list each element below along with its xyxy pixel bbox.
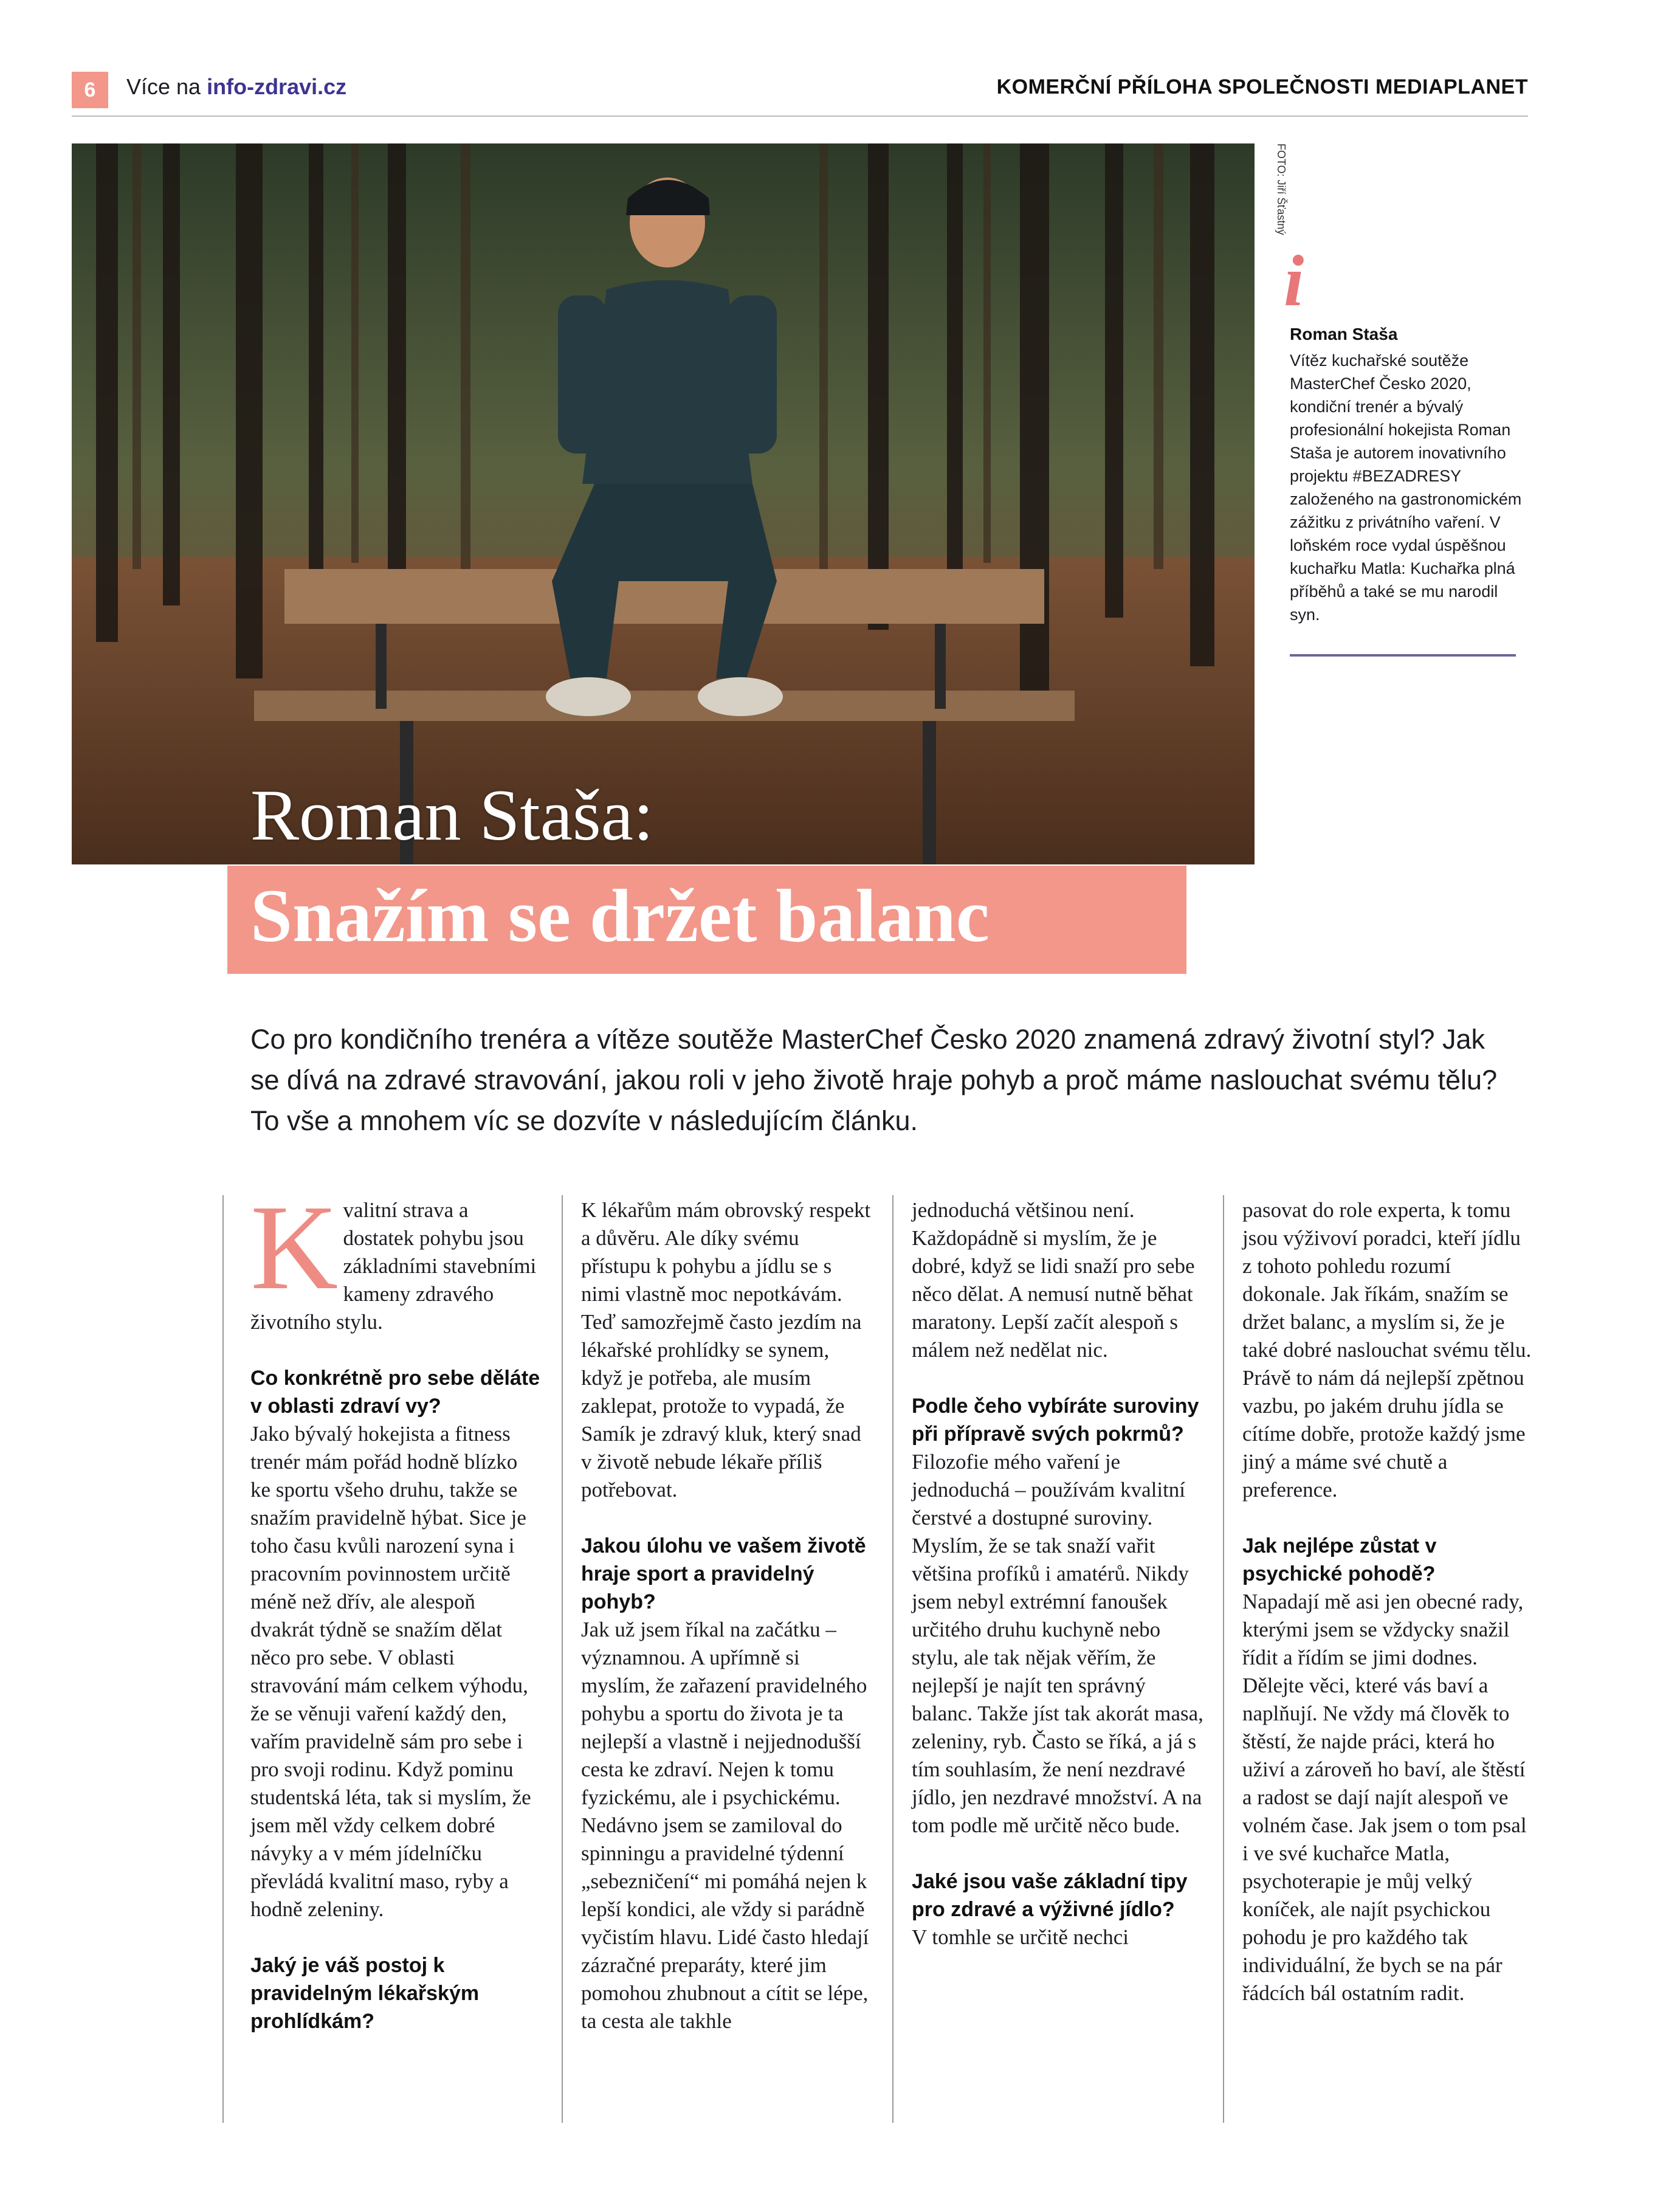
info-box-divider bbox=[1290, 654, 1516, 657]
question: Jaký je váš postoj k pravidelným lékařským prohlídkám? bbox=[250, 1954, 480, 2033]
answer: Filozofie mého vaření je jednoduchá – používám kvalitní čerstvé a dostupné suroviny. Myslím, že se tak snaží vařit většina profíků i amatérů. Nikdy jsem nebyl extrémní fanoušek určitého druhu kuchyně nebo stylu, ale tak nějak věřím, že nejlepší je najít ten správný balanc. Takže jíst tak akorát masa, zeleniny, ryb. Často se říká, a já s tím souhlasím, že není nezdravé jídlo, jen nezdravé množství. A na tom podle mě určitě něco bude. bbox=[912, 1450, 1203, 1837]
intro-text: valitní strava a dostatek pohybu jsou základními stavebními kameny zdravého životního stylu. bbox=[250, 1198, 537, 1334]
article-column-3 bbox=[912, 1196, 1203, 1951]
answer: V tomhle se určitě nechci bbox=[912, 1925, 1129, 1949]
qa-block bbox=[912, 1392, 1203, 1840]
article-column-1 bbox=[250, 1181, 542, 2035]
question: Jakou úlohu ve vašem životě hraje sport a pravidelný pohyb? bbox=[581, 1534, 866, 1613]
qa-block bbox=[250, 1364, 542, 1923]
qa-block bbox=[1242, 1532, 1534, 2007]
forest-bench-illustration bbox=[72, 143, 1255, 864]
qa-block bbox=[581, 1532, 873, 2035]
page-number: 6 bbox=[72, 72, 108, 108]
hero-photo bbox=[72, 143, 1255, 864]
question: Co konkrétně pro sebe děláte v oblasti zdraví vy? bbox=[250, 1367, 540, 1418]
question: Jak nejlépe zůstat v psychické pohodě? bbox=[1242, 1534, 1437, 1585]
column-divider bbox=[1223, 1195, 1224, 2123]
column-divider bbox=[222, 1195, 224, 2123]
article-column-4 bbox=[1242, 1196, 1534, 2007]
headline: Snažím se držet balanc bbox=[250, 874, 990, 957]
website-link[interactable]: info-zdravi.cz bbox=[207, 74, 347, 99]
headline-name: Roman Staša: bbox=[250, 774, 654, 855]
article-column-2 bbox=[581, 1196, 873, 2035]
info-icon: i bbox=[1284, 240, 1304, 321]
question: Podle čeho vybíráte suroviny při přípravě svých pokrmů? bbox=[912, 1395, 1199, 1446]
answer: jednoduchá většinou není. Každopádně si myslím, že je dobré, když se lidi snaží pro sebe něco dělat. A nemusí nutně běhat maratony. Lepší začít alespoň s málem než nedělat nic. bbox=[912, 1198, 1195, 1362]
qa-block bbox=[912, 1868, 1203, 1951]
intro-paragraph bbox=[250, 1181, 542, 1336]
qa-block bbox=[250, 1951, 542, 2035]
photo-credit: FOTO: Jiří Šťastný bbox=[1275, 143, 1287, 235]
more-prefix: Více na bbox=[126, 74, 201, 99]
answer: Napadají mě asi jen obecné rady, kterými jsem se vždycky snažil řídit a řídím se jimi dodnes. Dělejte věci, které vás baví a naplňují. Ne vždy má člověk to štěstí, že najde práci, která ho uživí a zároveň ho baví, ale štěstí a radost se dají najít alespoň ve volném čase. Jak jsem o tom psal i ve své kuchařce Matla, psychoterapie je můj velký koníček, ale najít psychickou pohodu je pro každého tak individuální, že bych se na pár řádcích bál ostatním radit. bbox=[1242, 1590, 1527, 2005]
answer: Jak už jsem říkal na začátku – významnou. A upřímně si myslím, že zařazení pravidelného pohybu a sportu do života je ta nejlepší a vlastně i nejjednodušší cesta ke zdraví. Nejen k tomu fyzickému, ale i psychickému. Nedávno jsem se zamiloval do spinningu a pravidelné týdenní „sebezničení“ mi pomáhá nejen k lepší kondici, ale vždy si parádně vyčistím hlavu. Lidé často hledají zázračné preparáty, které jim pomohou zhubnout a cítit se lépe, ta cesta ale takhle bbox=[581, 1618, 869, 2033]
lead-paragraph: Co pro kondičního trenéra a vítěze soutěže MasterChef Česko 2020 znamená zdravý životní styl? Jak se dívá na zdravé stravování, jakou roli v jeho životě hraje pohyb a proč máme naslouchat svému tělu? To vše a mnohem víc se dozvíte v následujícím článku. bbox=[250, 1024, 1498, 1136]
header-divider bbox=[72, 116, 1528, 117]
info-box-text: Vítěz kuchařské soutěže MasterChef Česko 2020, kondiční trenér a bývalý profesionální hokejista Roman Staša je autorem inovativního projektu #BEZADRESY založeného na gastronomickém zážitku z privátního vaření. V loňském roce vydal úspěšnou kuchařku Matla: Kuchařka plná příběhů a také se mu narodil syn. bbox=[1290, 351, 1522, 624]
answer: Jako bývalý hokejista a fitness trenér mám pořád hodně blízko ke sportu všeho druhu, takže se snažím pravidelně hýbat. Sice je toho času kvůli narození syna i pracovním povinnostem určitě méně než dřív, ale alespoň dvakrát týdně se snažím dělat něco pro sebe. V oblasti stravování mám celkem výhodu, že se věnuji vaření každý den, vařím pravidelně sám pro sebe i pro svoji rodinu. Když pominu studentská léta, tak si myslím, že jsem měl vždy celkem dobré návyky a v mém jídelníčku převládá kvalitní maso, ryby a hodně zeleniny. bbox=[250, 1422, 531, 1921]
answer: pasovat do role experta, k tomu jsou výživoví poradci, kteří jídlu z tohoto pohledu rozumí dokonale. Jak říkám, snažím se držet balanc, a myslím si, že je také dobré naslouchat svému tělu. Právě to nám dá nejlepší zpětnou vazbu, po jakém druhu jídla se cítíme dobře, protože každý jsme jiný a máme své chutě a preference. bbox=[1242, 1198, 1532, 1502]
column-divider bbox=[892, 1195, 893, 2123]
answer: K lékařům mám obrovský respekt a důvěru. Ale díky svému přístupu k pohybu a jídlu se s nimi vlastně moc nepotkávám. Teď samozřejmě často jezdím na lékařské prohlídky se synem, když je potřeba, ale musím zaklepat, protože to vypadá, že Samík je zdravý kluk, který snad v životě nebude lékaře příliš potřebovat. bbox=[581, 1198, 871, 1502]
supplement-title: KOMERČNÍ PŘÍLOHA SPOLEČNOSTI MEDIAPLANET bbox=[996, 75, 1528, 98]
question: Jaké jsou vaše základní tipy pro zdravé a výživné jídlo? bbox=[912, 1870, 1188, 1921]
more-info-line bbox=[126, 74, 346, 100]
column-divider bbox=[562, 1195, 563, 2123]
info-box-name: Roman Staša bbox=[1290, 325, 1398, 343]
drop-cap: K bbox=[250, 1181, 339, 1315]
